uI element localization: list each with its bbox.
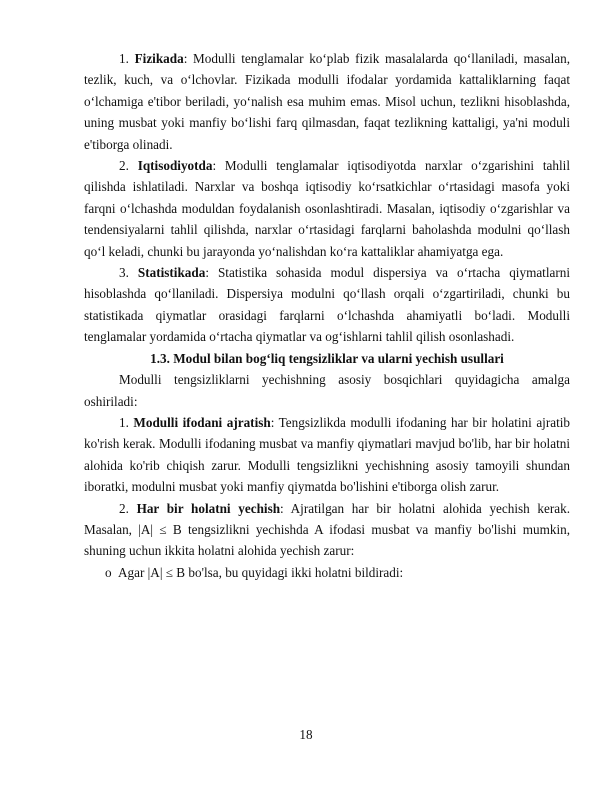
term-iqtisodiyotda: Iqtisodiyotda [137, 158, 213, 174]
paragraph-iqtisodiyotda [84, 155, 570, 262]
paragraph-statistikada [84, 262, 570, 348]
paragraph-fizikada [84, 48, 570, 155]
list-number: 1. [119, 51, 135, 66]
paragraph-intro: Modulli tengsizliklarni yechishning asosiy bosqichlari quyidagicha amalga oshiriladi: [84, 372, 570, 409]
term-modulli-ifodani-ajratish: Modulli ifodani ajratish [133, 414, 271, 430]
section-heading: 1.3. Modul bilan bog‘liq tengsizliklar va ularni yechish usullari [150, 350, 504, 366]
list-number: 2. [119, 158, 138, 174]
list-number: 3. [119, 265, 138, 281]
paragraph-text: : Modulli tenglamalar ko‘plab fizik masalalarda qo‘llaniladi, masalan, tezlik, kuch, va o‘lchovlar. Fizikada modulli ifodalar yordamida kattaliklarning faqat o‘lchamiga e'tibor beriladi, yo‘nalish esa muhim emas. Misol uchun, tezlikni hisoblashda, uning musbat yoki manfiy bo‘lishi farq qilmasdan, faqat tezlikning kattaligi, ya'ni moduli e'tiborga olinadi. [84, 51, 570, 152]
page-number: 18 [299, 727, 313, 742]
paragraph-text: : Modulli tenglamalar iqtisodiyotda narxlar o‘zgarishini tahlil qilishda ishlatiladi. Narxlar va boshqa iqtisodiy ko‘rsatkichlar o‘rtasidagi masofa yoki farqni o‘lchashda moduldan foydalanish osonlashtiradi. Masalan, iqtisodiy o‘zgarishlar va tendensiyalarni tahlil qilishda, narxlar o‘rtasidagi farqlarni baholashda modulni qo‘llash qo‘l keladi, chunki bu jarayonda yo‘nalishdan ko‘ra kattaliklar ahamiyatga ega. [84, 158, 570, 259]
paragraph-text: : Statistika sohasida modul dispersiya va o‘rtacha qiymatlarni hisoblashda qo‘llaniladi. Dispersiya modulni qo‘llash orqali o‘zgartiriladi, chunki bu statistikada qiymatlar orasidagi farqlarni o‘lchashda ahamiyatli bo‘ladi. Modulli tenglamalar yordamida o‘rtacha qiymatlar va og‘ishlarni tahlil qilish osonlashadi. [84, 265, 571, 345]
term-har-bir-holatni-yechish: Har bir holatni yechish [136, 500, 281, 516]
step-solve-each-case [84, 498, 570, 562]
bullet-circle-icon: o [105, 564, 112, 580]
term-statistikada: Statistikada [137, 265, 206, 281]
paragraph-text: : Ajratilgan har bir holatni alohida yechish kerak. Masalan, |A| ≤ B tengsizlikni yechishda A ifodasi musbat va manfiy bo'lishi mumkin, shuning uchun ikkita holatni alohida yechish zarur: [84, 500, 571, 559]
bullet-item [105, 562, 570, 583]
document-page [84, 48, 570, 583]
list-number: 2. [119, 500, 137, 516]
list-number: 1. [119, 414, 134, 430]
bullet-text: Agar |A| ≤ B bo'lsa, bu quyidagi ikki holatni bildiradi: [118, 564, 404, 580]
step-separate-modulus [84, 412, 570, 498]
term-fizikada: Fizikada [134, 51, 184, 66]
paragraph-text: : Tengsizlikda modulli ifodaning har bir holatini ajratib ko'rish kerak. Modulli ifodaning musbat va manfiy qiymatlari mavjud bo'lib, har bir holatni alohida ko'rib chiqish zarur. Modulli tengsizlikni yechishning asosiy tamoyili shundan iboratki, modulni musbat yoki manfiy qiymatda bo'lishini e'tiborga olish zarur. [84, 414, 571, 495]
